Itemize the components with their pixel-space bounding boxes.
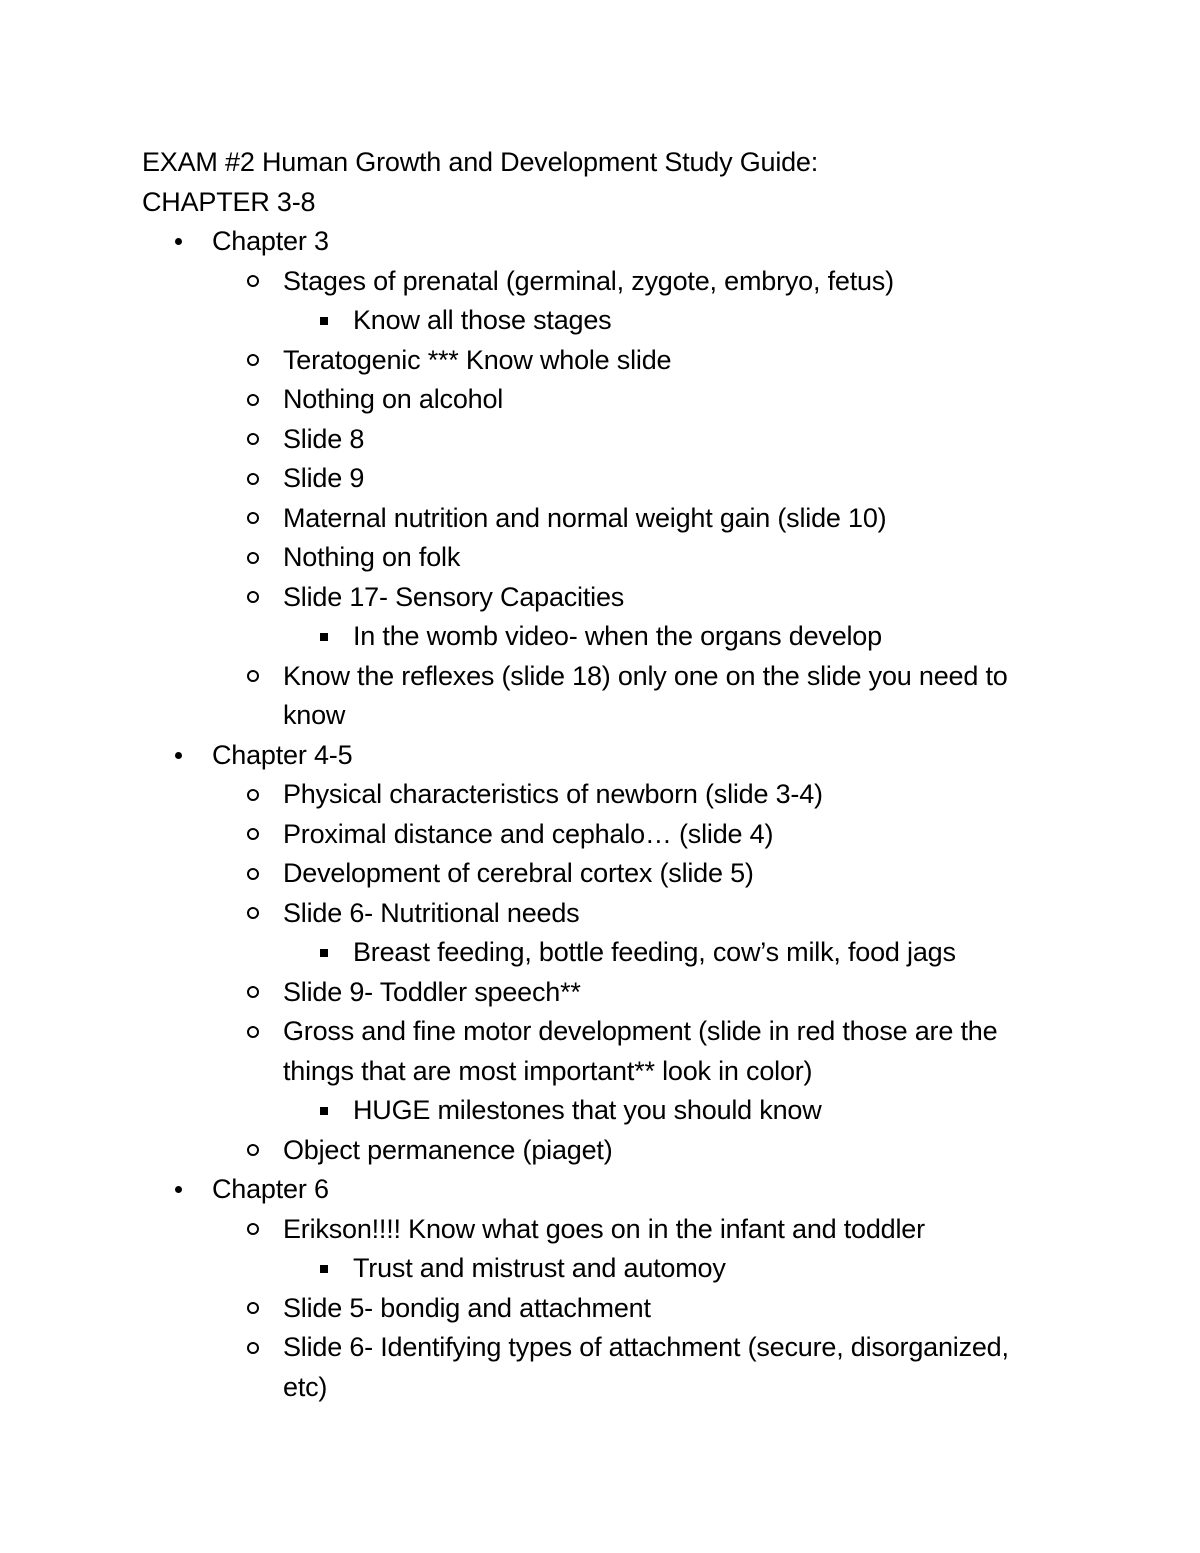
document-subtitle: CHAPTER 3-8 [142, 186, 316, 217]
list-item [142, 973, 1072, 1013]
bullet-dot-icon [175, 1170, 182, 1210]
list-item-text: Gross and fine motor development (slide in red those are the things that are most important** look in color) [283, 1016, 998, 1086]
list-item [142, 1328, 1072, 1407]
bullet-ring-icon [247, 499, 259, 539]
bullet-ring-icon [247, 1328, 259, 1368]
bullet-ring-icon [247, 1289, 259, 1329]
chapter-item [142, 222, 1072, 262]
chapter-label: Chapter 4-5 [212, 739, 353, 770]
list-item-text: Slide 6- Nutritional needs [283, 897, 580, 928]
bullet-ring-icon [247, 1131, 259, 1171]
list-item [142, 420, 1072, 460]
sub-list-item [142, 1249, 1072, 1289]
bullet-ring-icon [247, 262, 259, 302]
bullet-ring-icon [247, 854, 259, 894]
list-item-text: Slide 9- Toddler speech** [283, 976, 581, 1007]
bullet-ring-icon [247, 973, 259, 1013]
bullet-square-icon [320, 933, 328, 973]
sub-list-item-text: Breast feeding, bottle feeding, cow’s milk, food jags [353, 937, 956, 967]
bullet-ring-icon [247, 459, 259, 499]
sub-list-item-text: HUGE milestones that you should know [353, 1095, 822, 1125]
list-item-text: Stages of prenatal (germinal, zygote, embryo, fetus) [283, 265, 894, 296]
sub-list-item-text: Trust and mistrust and automoy [353, 1253, 726, 1283]
chapter-label: Chapter 6 [212, 1174, 329, 1204]
list-item [142, 815, 1072, 855]
list-item [142, 775, 1072, 815]
bullet-ring-icon [247, 538, 259, 578]
list-item-text: Object permanence (piaget) [283, 1134, 613, 1165]
list-item [142, 1131, 1072, 1171]
list-item [142, 1210, 1072, 1250]
bullet-ring-icon [247, 380, 259, 420]
study-guide-page [142, 143, 1072, 1407]
list-item-text: Slide 6- Identifying types of attachment (secure, disorganized, etc) [283, 1332, 1009, 1402]
list-item-text: Proximal distance and cephalo… (slide 4) [283, 818, 774, 849]
list-item-text: Maternal nutrition and normal weight gain (slide 10) [283, 502, 887, 533]
sub-list-item-text: Know all those stages [353, 305, 612, 335]
sub-list-item [142, 1091, 1072, 1131]
list-item [142, 657, 1072, 736]
bullet-ring-icon [247, 775, 259, 815]
bullet-ring-icon [247, 1012, 259, 1052]
list-item [142, 538, 1072, 578]
list-item-text: Slide 5- bondig and attachment [283, 1292, 651, 1323]
document-title: EXAM #2 Human Growth and Development Study Guide: [142, 147, 819, 177]
list-item-text: Teratogenic *** Know whole slide [283, 344, 672, 375]
sub-list-item [142, 617, 1072, 657]
list-item [142, 1012, 1072, 1091]
list-item [142, 894, 1072, 934]
bullet-square-icon [320, 1091, 328, 1131]
list-item-text: Slide 8 [283, 423, 365, 454]
chapter-list [142, 222, 1072, 1407]
bullet-ring-icon [247, 420, 259, 460]
list-item [142, 341, 1072, 381]
list-item [142, 1289, 1072, 1329]
bullet-ring-icon [247, 1210, 259, 1250]
sub-list-item [142, 301, 1072, 341]
bullet-square-icon [320, 301, 328, 341]
bullet-square-icon [320, 1249, 328, 1289]
bullet-ring-icon [247, 894, 259, 934]
bullet-ring-icon [247, 341, 259, 381]
list-item [142, 854, 1072, 894]
list-item-text: Physical characteristics of newborn (slide 3-4) [283, 779, 823, 809]
list-item [142, 459, 1072, 499]
bullet-dot-icon [175, 736, 182, 776]
list-item-text: Development of cerebral cortex (slide 5) [283, 858, 754, 888]
list-item [142, 380, 1072, 420]
list-item [142, 262, 1072, 302]
bullet-ring-icon [247, 815, 259, 855]
list-item-text: Nothing on folk [283, 542, 461, 572]
sub-list-item [142, 933, 1072, 973]
chapter-label: Chapter 3 [212, 226, 329, 256]
list-item-text: Slide 17- Sensory Capacities [283, 581, 625, 612]
chapter-item [142, 1170, 1072, 1210]
list-item [142, 499, 1072, 539]
bullet-ring-icon [247, 657, 259, 697]
bullet-ring-icon [247, 578, 259, 618]
bullet-square-icon [320, 617, 328, 657]
chapter-item [142, 736, 1072, 776]
sub-list-item-text: In the womb video- when the organs develop [353, 621, 882, 651]
list-item-text: Know the reflexes (slide 18) only one on the slide you need to know [283, 660, 1008, 730]
list-item [142, 578, 1072, 618]
list-item-text: Erikson!!!! Know what goes on in the infant and toddler [283, 1213, 925, 1244]
list-item-text: Nothing on alcohol [283, 384, 504, 414]
bullet-dot-icon [175, 222, 182, 262]
list-item-text: Slide 9 [283, 463, 365, 493]
